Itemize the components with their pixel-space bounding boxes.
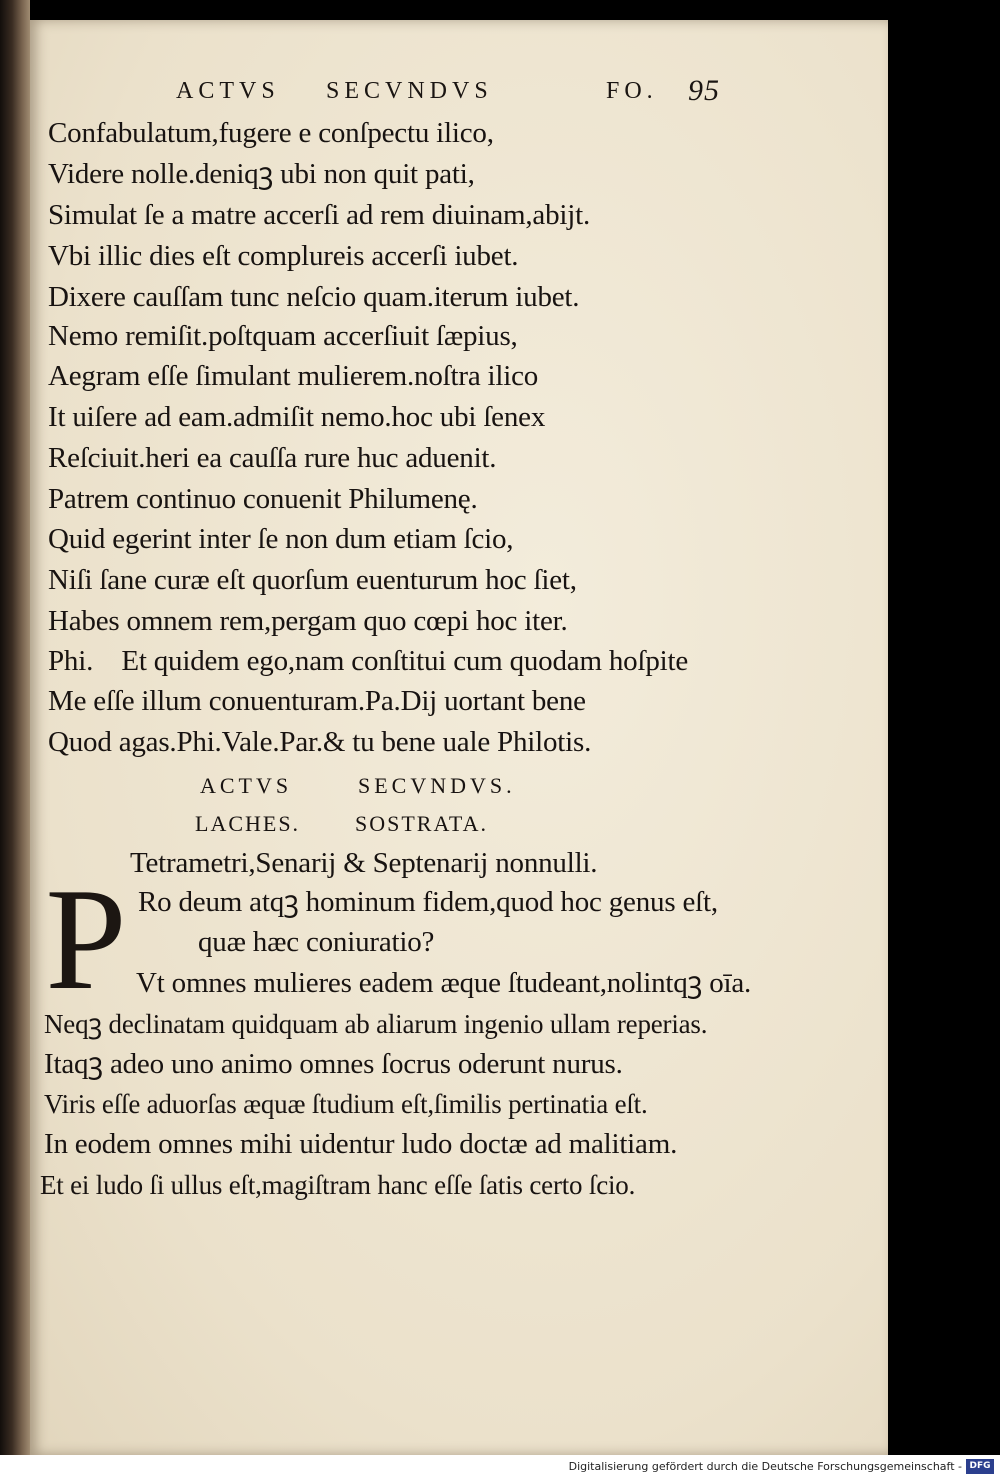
text-line: Phi. Et quidem ego,nam conſtitui cum quodam hoſpite — [48, 645, 689, 677]
meter-note: Tetrametri,Senarij & Septenarij nonnulli. — [130, 847, 598, 879]
text-line: Dixere cauſſam tunc neſcio quam.iterum iubet. — [48, 281, 580, 313]
header-secundus: SECVNDVS — [326, 78, 493, 104]
text-line: Me eſſe illum conuenturam.Pa.Dij uortant bene — [48, 685, 586, 717]
header-folio-label: FO. — [606, 78, 658, 104]
decorated-initial: P — [45, 858, 127, 1020]
book-spine — [0, 0, 30, 1455]
page-number: 95 — [688, 74, 720, 107]
verse-line: Neqꝫ declinatam quidquam ab aliarum ingenio ullam reperias. — [44, 1009, 708, 1039]
act-title-left: ACTVS — [200, 773, 293, 798]
text-line: Videre nolle.deniqꝫ ubi non quit pati, — [48, 158, 475, 190]
verse-line: Ro deum atqꝫ hominum fidem,quod hoc genus eſt, — [138, 886, 718, 918]
verse-line: Vt omnes mulieres eadem æque ſtudeant,nolintqꝫ oīa. — [136, 967, 752, 999]
dfg-logo: DFG — [966, 1459, 994, 1474]
verse-line: Viris eſſe aduorſas æquæ ſtudium eſt,ſimilis pertinatia eſt. — [44, 1089, 648, 1119]
text-line: Quod agas.Phi.Vale.Par.& tu bene uale Philotis. — [48, 726, 592, 758]
verse-line: quæ hæc coniuratio? — [198, 926, 435, 958]
text-line: Confabulatum,fugere e conſpectu ilico, — [48, 117, 494, 149]
text-line: Reſciuit.heri ea cauſſa rure huc aduenit. — [48, 442, 497, 474]
text-line: Patrem continuo conuenit Philumenę. — [48, 483, 478, 515]
running-header — [0, 74, 1000, 114]
footer-bar — [0, 1455, 1000, 1479]
text-line: Niſi ſane curæ eſt quorſum euenturum hoc ſiet, — [48, 564, 577, 596]
character-sostrata: SOSTRATA. — [355, 811, 488, 836]
text-line: Simulat ſe a matre accerſi ad rem diuinam,abijt. — [48, 199, 590, 231]
verse-line: Et ei ludo ſi ullus eſt,magiſtram hanc eſſe ſatis certo ſcio. — [40, 1170, 636, 1200]
text-line: Habes omnem rem,pergam quo cœpi hoc iter. — [48, 605, 568, 637]
verse-line: Itaqꝫ adeo uno animo omnes ſocrus oderunt nurus. — [44, 1048, 623, 1080]
text-line: Aegram eſſe ſimulant mulierem.noſtra ilico — [48, 360, 539, 392]
text-line: Quid egerint inter ſe non dum etiam ſcio, — [48, 523, 514, 555]
text-line: It uiſere ad eam.admiſit nemo.hoc ubi ſenex — [48, 401, 546, 433]
text-line: Vbi illic dies eſt complureis accerſi iubet. — [48, 240, 519, 272]
text-line: Nemo remiſit.poſtquam accerſiuit ſæpius, — [48, 320, 518, 352]
act-title-right: SECVNDVS. — [358, 773, 516, 798]
character-laches: LACHES. — [195, 811, 301, 836]
verse-line: In eodem omnes mihi uidentur ludo doctæ ad malitiam. — [44, 1128, 678, 1160]
funding-note: Digitalisierung gefördert durch die Deutsche Forschungsgemeinschaft - — [568, 1460, 962, 1473]
header-actus: ACTVS — [176, 78, 280, 104]
